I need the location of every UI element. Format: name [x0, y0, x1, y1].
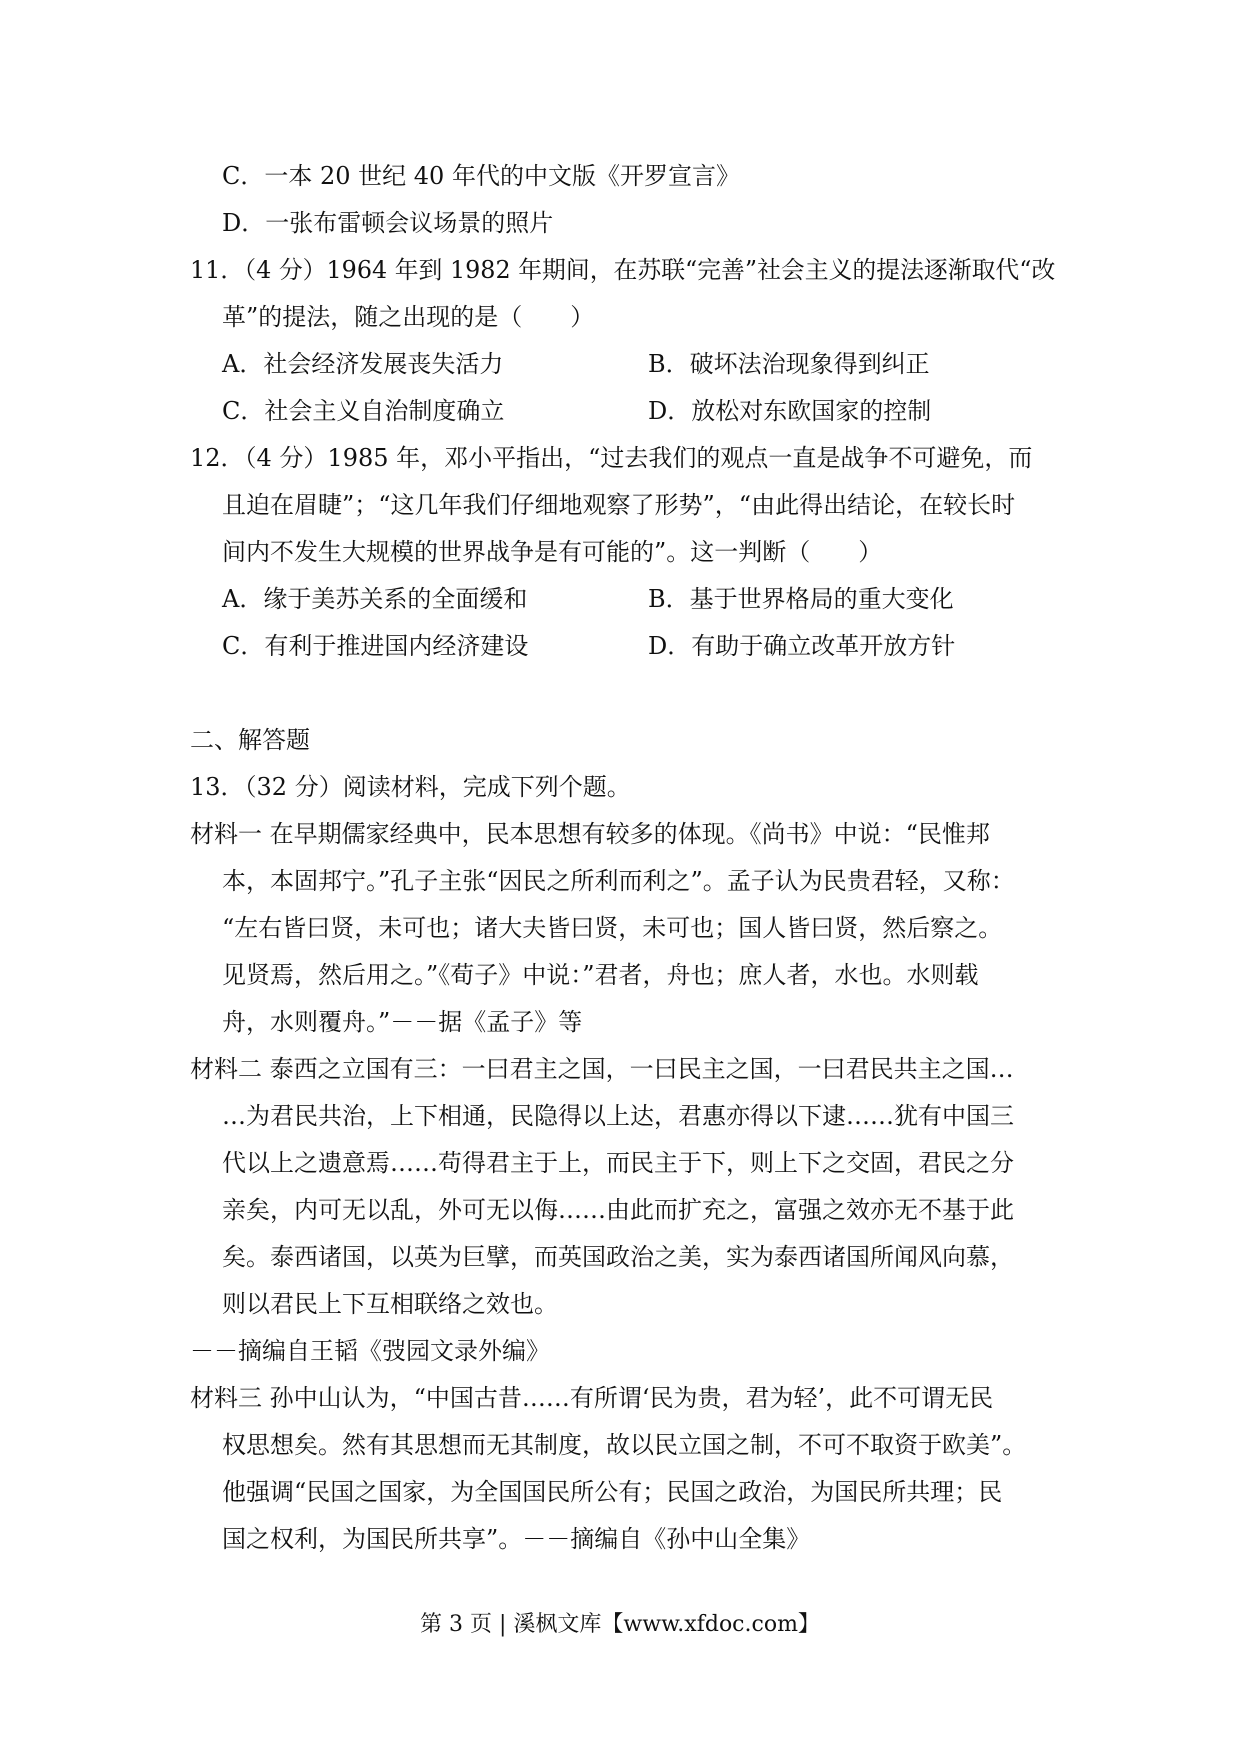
- material-1-line: “左右皆曰贤，未可也；诸大夫皆曰贤，未可也；国人皆曰贤，然后察之。: [222, 914, 1003, 942]
- page-footer: 第 3 页 | 溪枫文库【www.xfdoc.com】: [420, 1612, 820, 1637]
- q12-option-c: C．有利于推进国内经济建设: [222, 632, 529, 660]
- q12-stem-line-1: 12．（4 分）1985 年，邓小平指出，“过去我们的观点一直是战争不可避免，而: [190, 444, 1033, 472]
- material-3-line: 权思想矣。然有其思想而无其制度，故以民立国之制，不可不取资于欧美”。: [222, 1431, 1027, 1459]
- material-2-line: …为君民共治，上下相通，民隐得以上达，君惠亦得以下逮……犹有中国三: [222, 1102, 1014, 1130]
- material-1-line: 见贤焉，然后用之。”《荀子》中说：”君者，舟也；庶人者，水也。水则载: [222, 961, 979, 989]
- material-2-line: 代以上之遗意焉……苟得君主于上，而民主于下，则上下之交固，君民之分: [222, 1149, 1014, 1177]
- q11-option-d: D．放松对东欧国家的控制: [648, 397, 932, 425]
- material-2-line: 则以君民上下互相联络之效也。: [222, 1290, 558, 1318]
- material-3-line: 国之权利，为国民所共享”。－－摘编自《孙中山全集》: [222, 1525, 811, 1553]
- material-1-line: 舟，水则覆舟。”－－据《孟子》等: [222, 1008, 583, 1036]
- q12-stem-line-3: 间内不发生大规模的世界战争是有可能的”。这一判断（ ）: [222, 538, 883, 566]
- material-3-line: 他强调“民国之国家，为全国国民所公有；民国之政治，为国民所共理；民: [222, 1478, 1003, 1506]
- q12-stem-line-2: 且迫在眉睫”；“这几年我们仔细地观察了形势”，“由此得出结论，在较长时: [222, 491, 1016, 519]
- q10-option-d: D．一张布雷顿会议场景的照片: [222, 209, 554, 237]
- material-1-line: 材料一 在早期儒家经典中，民本思想有较多的体现。《尚书》中说：“民惟邦: [190, 820, 990, 848]
- q11-option-c: C．社会主义自治制度确立: [222, 397, 505, 425]
- q12-option-a: A．缘于美苏关系的全面缓和: [222, 585, 528, 613]
- section-title: 二、解答题: [190, 726, 310, 754]
- material-2-line: 矣。泰西诸国，以英为巨擘，而英国政治之美，实为泰西诸国所闻风向慕，: [222, 1243, 1014, 1271]
- q12-option-b: B．基于世界格局的重大变化: [648, 585, 954, 613]
- q13-stem: 13．（32 分）阅读材料，完成下列个题。: [190, 773, 631, 801]
- material-1-line: 本，本固邦宁。”孔子主张“因民之所利而利之”。孟子认为民贵君轻，又称：: [222, 867, 1015, 895]
- q11-stem-line-1: 11．（4 分）1964 年到 1982 年期间，在苏联“完善”社会主义的提法逐渐取代“改: [190, 256, 1056, 284]
- q12-option-d: D．有助于确立改革开放方针: [648, 632, 956, 660]
- q10-option-c: C．一本 20 世纪 40 年代的中文版《开罗宣言》: [222, 162, 740, 190]
- material-3-line: 材料三 孙中山认为，“中国古昔……有所谓‘民为贵，君为轻’，此不可谓无民: [190, 1384, 994, 1412]
- q11-option-a: A．社会经济发展丧失活力: [222, 350, 504, 378]
- q11-stem-line-2: 革”的提法，随之出现的是（ ）: [222, 303, 595, 331]
- q11-option-b: B．破坏法治现象得到纠正: [648, 350, 930, 378]
- material-2-line: 材料二 泰西之立国有三：一曰君主之国，一曰民主之国，一曰君民共主之国…: [190, 1055, 1014, 1083]
- material-2-source: －－摘编自王韬《弢园文录外编》: [190, 1337, 550, 1365]
- material-2-line: 亲矣，内可无以乱，外可无以侮……由此而扩充之，富强之效亦无不基于此: [222, 1196, 1014, 1224]
